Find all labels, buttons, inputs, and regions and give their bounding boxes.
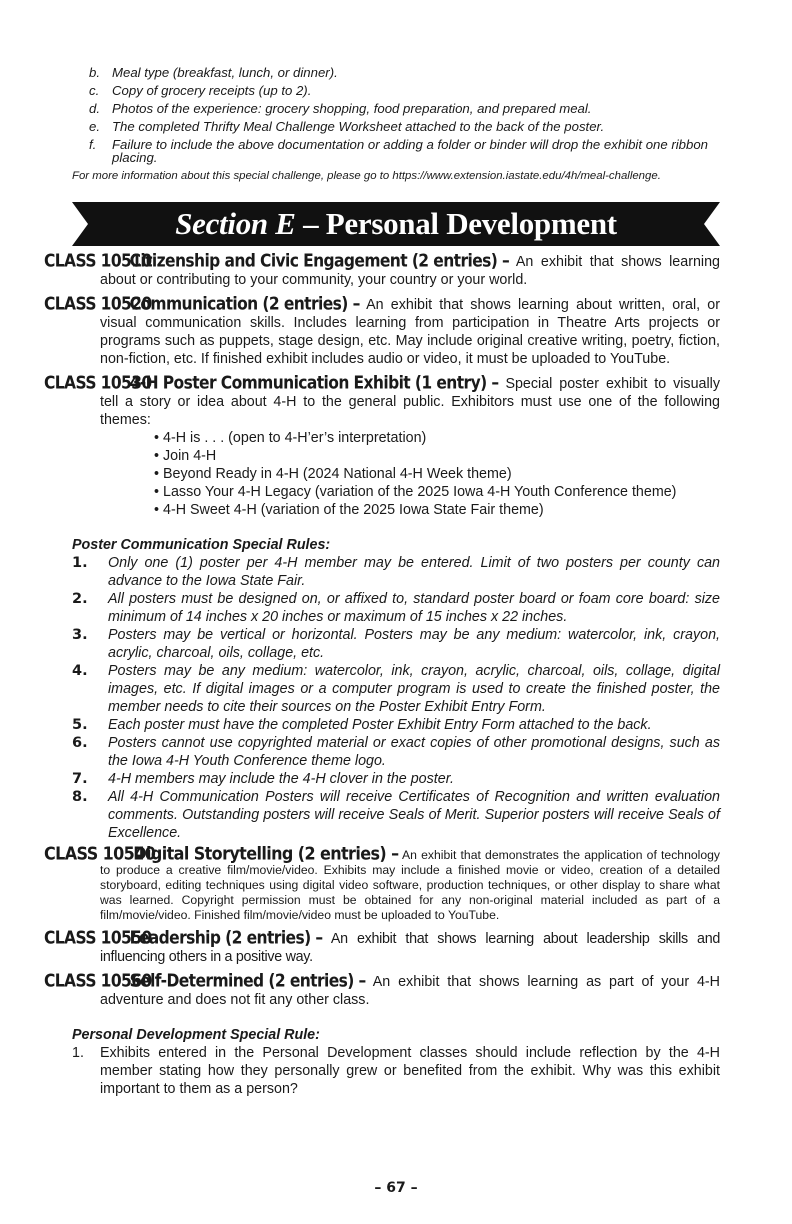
class-10530: CLASS 105304-H Poster Communication Exhibit (1 entry) – Special poster exhibit to visually tell a story or idea about 4-H to the general public. Exhibitors must use one of the following themes: (44, 372, 720, 428)
pd-rules-heading: Personal Development Special Rule: (72, 1027, 320, 1043)
rule-item: 1. Only one (1) poster per 4-H member may be entered. Limit of two posters per county can advance to the Iowa State Fair. (72, 555, 720, 589)
rule-item: 7. 4-H members may include the 4-H clover in the poster. (72, 771, 454, 787)
class-10540: CLASS 10540Digital Storytelling (2 entries) – An exhibit that demonstrates the application of technology to produce a creative film/movie/video. Exhibits may include a finished movie or video, creation of a detailed storyboard, editing techniques using digital video software, production techniques, or other display to share what was learned. Copyright permission must be obtained for any non-original material included as part of a film/movie/video. Finished film/movie/video must be uploaded to YouTube. (44, 842, 720, 922)
rule-item: 4. Posters may be any medium: watercolor, ink, crayon, acrylic, charcoal, oils, collage, digital images, etc. If digital images or a computer program is used to create the finished poster, the member needs to cite their sources on the Poster Exhibit Entry Form. (72, 663, 720, 715)
list-item: • Beyond Ready in 4-H (2024 National 4-H Week theme) (154, 465, 720, 483)
rule-item: 3. Posters may be vertical or horizontal. Posters may be any medium: watercolor, ink, crayon, acrylic, charcoal, oils, collage, etc. (72, 627, 720, 661)
rule-item: 2. All posters must be designed on, or affixed to, standard poster board or foam core board: size minimum of 14 inches x 20 inches or maximum of 15 inches x 22 inches. (72, 591, 720, 625)
section-banner (72, 202, 720, 246)
list-item: • Lasso Your 4-H Legacy (variation of the 2025 Iowa 4-H Youth Conference theme) (154, 483, 720, 501)
challenge-info-note: For more information about this special challenge, please go to https://www.extension.iastate.edu/4h/meal-challenge. (72, 170, 661, 182)
list-item: • 4-H Sweet 4-H (variation of the 2025 Iowa State Fair theme) (154, 501, 720, 519)
poster-themes-list (72, 429, 720, 519)
list-item: b. Meal type (breakfast, lunch, or dinner). (89, 65, 338, 80)
rule-item: 5. Each poster must have the completed Poster Exhibit Entry Form attached to the back. (72, 717, 652, 733)
page-content (44, 65, 720, 1098)
rule-item: 8. All 4-H Communication Posters will receive Certificates of Recognition and written evaluation comments. Outstanding posters will receive Seals of Merit. Superior posters will receive Seals of Excellence. (72, 789, 720, 841)
class-10510: CLASS 10510Citizenship and Civic Engagement (2 entries) – An exhibit that shows learning about or contributing to your community, your country or your world. (44, 250, 720, 288)
list-item: d. Photos of the experience: grocery shopping, food preparation, and prepared meal. (89, 101, 592, 116)
list-item: e. The completed Thrifty Meal Challenge Worksheet attached to the back of the poster. (89, 119, 605, 134)
poster-rules-list (72, 554, 720, 842)
class-10550: CLASS 10550Leadership (2 entries) – An exhibit that shows learning about leadership skills and influencing others in a positive way. (44, 927, 720, 965)
pd-rules-list (72, 1044, 720, 1098)
list-item: f. Failure to include the above documentation or adding a folder or binder will drop the exhibit one ribbon placing. (89, 137, 709, 165)
meal-challenge-list (72, 66, 720, 164)
poster-rules-heading: Poster Communication Special Rules: (72, 537, 331, 553)
class-10560: CLASS 10560Self-Determined (2 entries) – An exhibit that shows learning as part of your 4-H adventure and does not fit any other class. (44, 970, 720, 1008)
section-title: Section E – Personal Development (175, 206, 617, 241)
list-item: • 4-H is . . . (open to 4-H’er’s interpretation) (154, 429, 720, 447)
list-item: c. Copy of grocery receipts (up to 2). (89, 83, 312, 98)
list-item: • Join 4-H (154, 447, 720, 465)
page-number: – 67 – (374, 1180, 418, 1196)
rule-item: 6. Posters cannot use copyrighted material or exact copies of other promotional designs, such as the Iowa 4-H Youth Conference theme logo. (72, 735, 720, 769)
rule-item: 1. Exhibits entered in the Personal Development classes should include reflection by the 4-H member stating how they personally grew or benefited from the exhibit. Why was this exhibit important to them as a person? (72, 1045, 720, 1097)
class-10520: CLASS 10520Communication (2 entries) – An exhibit that shows learning about written, oral, or visual communication skills. Includes learning from participation in Theatre Arts projects or programs such as puppets, stage design, etc. May include original creative writing, poetry, fiction, non-fiction, etc. If finished exhibit includes audio or video, it must be uploaded to YouTube. (44, 293, 720, 367)
